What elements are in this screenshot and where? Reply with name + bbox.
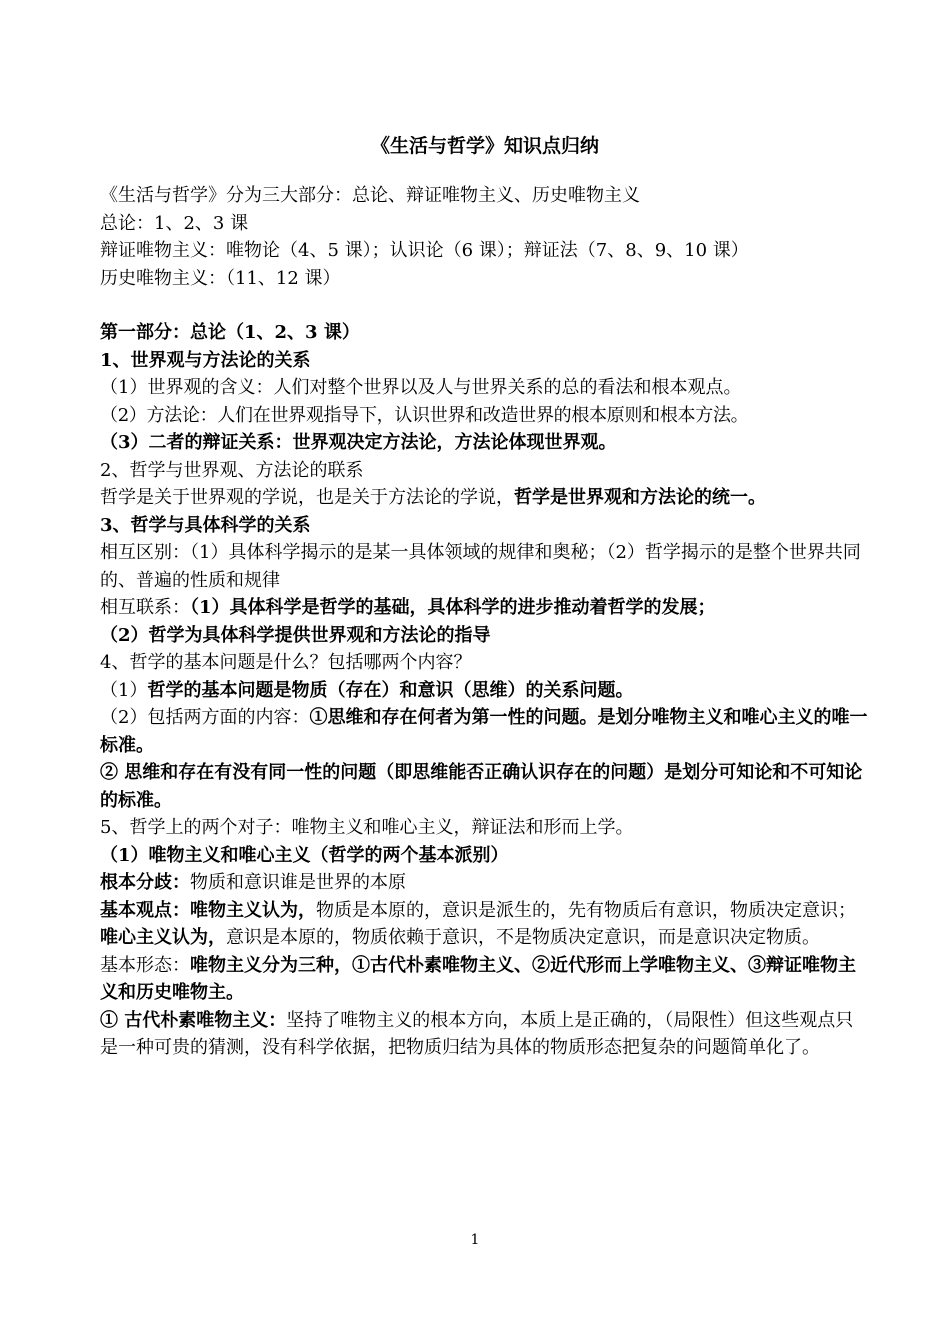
text-bold: ①思维和存在何者为第一性的问题。是划分唯物主义和唯心主义的唯一标准。 <box>100 707 868 756</box>
subsection-heading: （1）唯物主义和唯心主义（哲学的两个基本派别） <box>100 844 509 866</box>
document-title: 《生活与哲学》知识点归纳 <box>370 135 599 157</box>
text-bold: 根本分歧： <box>100 872 190 893</box>
paragraph: 相互区别：（1）具体科学揭示的是某一具体领域的规律和奥秘；（2）哲学揭示的是整个世界共同的、普遍的性质和规律 <box>100 542 861 591</box>
page-content <box>100 128 870 1062</box>
paragraph <box>100 869 870 897</box>
paragraph: （1）世界观的含义：人们对整个世界以及人与世界关系的总的看法和根本观点。 <box>100 377 742 398</box>
paragraph <box>100 704 870 759</box>
intro-line: 总论：1、2、3 课 <box>100 212 249 234</box>
section-heading: 2、哲学与世界观、方法论的联系 <box>100 459 364 481</box>
section-heading: 5、哲学上的两个对子：唯物主义和唯心主义，辩证法和形而上学。 <box>100 817 634 838</box>
paragraph: （3）二者的辩证关系：世界观决定方法论，方法论体现世界观。 <box>100 432 617 453</box>
paragraph <box>100 594 870 622</box>
paragraph <box>100 952 870 1007</box>
text-bold: 唯心主义认为， <box>100 927 226 948</box>
text-normal: 物质是本原的，意识是派生的，先有物质后有意识，物质决定意识； <box>316 899 856 921</box>
text-normal: （2）包括两方面的内容： <box>100 707 310 728</box>
text-normal: 意识是本原的，物质依赖于意识，不是物质决定意识，而是意识决定物质。 <box>226 927 820 948</box>
text-bold: ① 古代朴素唯物主义： <box>100 1009 287 1031</box>
paragraph <box>100 1007 870 1062</box>
page-number: 1 <box>470 1232 480 1248</box>
section-heading: 4、哲学的基本问题是什么？包括哪两个内容？ <box>100 652 472 673</box>
intro-line: 辩证唯物主义：唯物论（4、5 课）；认识论（6 课）；辩证法（7、8、9、10 课） <box>100 240 749 261</box>
text-bold: （1）具体科学是哲学的基础，具体科学的进步推动着哲学的发展； <box>190 597 716 618</box>
text-normal: （1） <box>100 679 148 701</box>
text-normal: 哲学是关于世界观的学说，也是关于方法论的学说， <box>100 487 514 508</box>
paragraph <box>100 897 870 925</box>
text-bold: 唯物主义分为三种，①古代朴素唯物主义、②近代形而上学唯物主义、③辩证唯物主义和历史唯物主。 <box>100 954 856 1003</box>
text-bold: 基本观点：唯物主义认为， <box>100 899 316 921</box>
paragraph: （2）哲学为具体科学提供世界观和方法论的指导 <box>100 624 491 646</box>
section-heading: 1、世界观与方法论的关系 <box>100 349 311 371</box>
paragraph: ② 思维和存在有没有同一性的问题（即思维能否正确认识存在的问题）是划分可知论和不可知论的标准。 <box>100 762 863 811</box>
paragraph: （2）方法论：人们在世界观指导下，认识世界和改造世界的根本原则和根本方法。 <box>100 404 749 426</box>
intro-line: 历史唯物主义：（11、12 课） <box>100 267 341 289</box>
text-bold: 哲学是世界观和方法论的统一。 <box>514 487 766 508</box>
text-bold: 哲学的基本问题是物质（存在）和意识（思维）的关系问题。 <box>147 679 634 701</box>
paragraph <box>100 484 870 512</box>
paragraph <box>100 677 870 705</box>
section-heading: 3、哲学与具体科学的关系 <box>100 514 311 536</box>
text-normal: 相互联系： <box>100 597 190 618</box>
part-heading: 第一部分：总论（1、2、3 课） <box>100 322 360 343</box>
paragraph <box>100 924 870 952</box>
intro-line: 《生活与哲学》分为三大部分：总论、辩证唯物主义、历史唯物主义 <box>100 185 640 206</box>
text-normal: 基本形态： <box>100 954 190 976</box>
text-normal: 物质和意识谁是世界的本原 <box>190 872 406 893</box>
text-normal: 坚持了唯物主义的根本方向，本质上是正确的，（局限性）但这些观点只是一种可贵的猜测，没有科学依据，把物质归结为具体的物质形态把复杂的问题简单化了。 <box>100 1009 854 1058</box>
spacer <box>100 292 870 319</box>
